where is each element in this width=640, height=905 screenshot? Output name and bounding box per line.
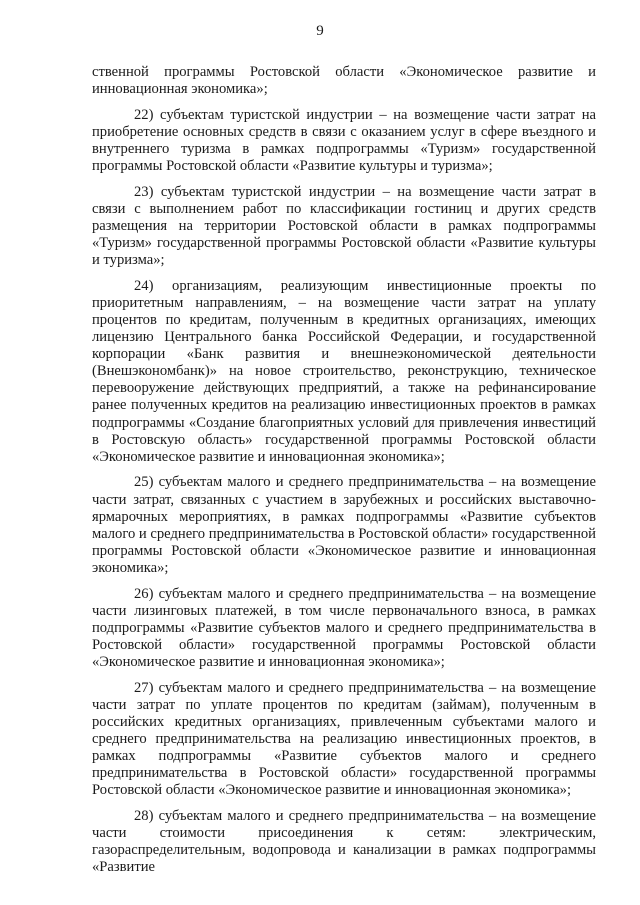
paragraph-item-24: 24) организациям, реализующим инвестиционные проекты по приоритетным направлениям, – на возмещение части затрат на уплату процентов по кредитам, полученным в кредитных организациях, имеющих лицензию Центрального банка Российской Федерации, и государственной корпорации «Банк развития и внешнеэкономической деятельности (Внешэкономбанк)» на новое строительство, реконструкцию, техническое перевооружение действующих предприятий, а также на рефинансирование ранее полученных кредитов на реализацию инвестиционных проектов в рамках подпрограммы «Создание благоприятных условий для привлечения инвестиций в Ростовскую область» государственной программы Ростовской области «Экономическое развитие и инновационная экономика»;	[92, 277, 596, 465]
paragraph-continuation: ственной программы Ростовской области «Экономическое развитие и инновационная экономика»;	[92, 64, 596, 98]
paragraph-item-27: 27) субъектам малого и среднего предпринимательства – на возмещение части затрат по уплате процентов по кредитам (займам), полученным в российских кредитных организациях, привлеченным субъектами малого и среднего предпринимательства на реализацию инвестиционных проектов, в рамках подпрограммы «Развитие субъектов малого и среднего предпринимательства в Ростовской области» государственной программы Ростовской области «Экономическое развитие и инновационная экономика»;	[92, 679, 596, 799]
paragraph-item-26: 26) субъектам малого и среднего предпринимательства – на возмещение части лизинговых платежей, в том числе первоначального взноса, в рамках подпрограммы «Развитие субъектов малого и среднего предпринимательства в Ростовской области» государственной программы Ростовской области «Экономическое развитие и инновационная экономика»;	[92, 585, 596, 670]
paragraph-item-28: 28) субъектам малого и среднего предпринимательства – на возмещение части стоимости присоединения к сетям: электрическим, газораспределительным, водопровода и канализации в рамках подпрограммы «Развитие	[92, 807, 596, 876]
document-body	[92, 64, 596, 885]
paragraph-item-25: 25) субъектам малого и среднего предпринимательства – на возмещение части затрат, связанных с участием в зарубежных и российских выставочно-ярмарочных мероприятиях, в рамках подпрограммы «Развитие субъектов малого и среднего предпринимательства в Ростовской области» государственной программы Ростовской области «Экономическое развитие и инновационная экономика»;	[92, 474, 596, 576]
page-number: 9	[316, 23, 324, 39]
paragraph-item-22: 22) субъектам туристской индустрии – на возмещение части затрат на приобретение основных средств в связи с оказанием услуг в сфере въездного и внутреннего туризма в рамках подпрограммы «Туризм» государственной программы Ростовской области «Развитие культуры и туризма»;	[92, 106, 596, 175]
paragraph-item-23: 23) субъектам туристской индустрии – на возмещение части затрат в связи с выполнением работ по классификации гостиниц и других средств размещения на территории Ростовской области в рамках подпрограммы «Туризм» государственной программы Ростовской области «Развитие культуры и туризма»;	[92, 183, 596, 269]
